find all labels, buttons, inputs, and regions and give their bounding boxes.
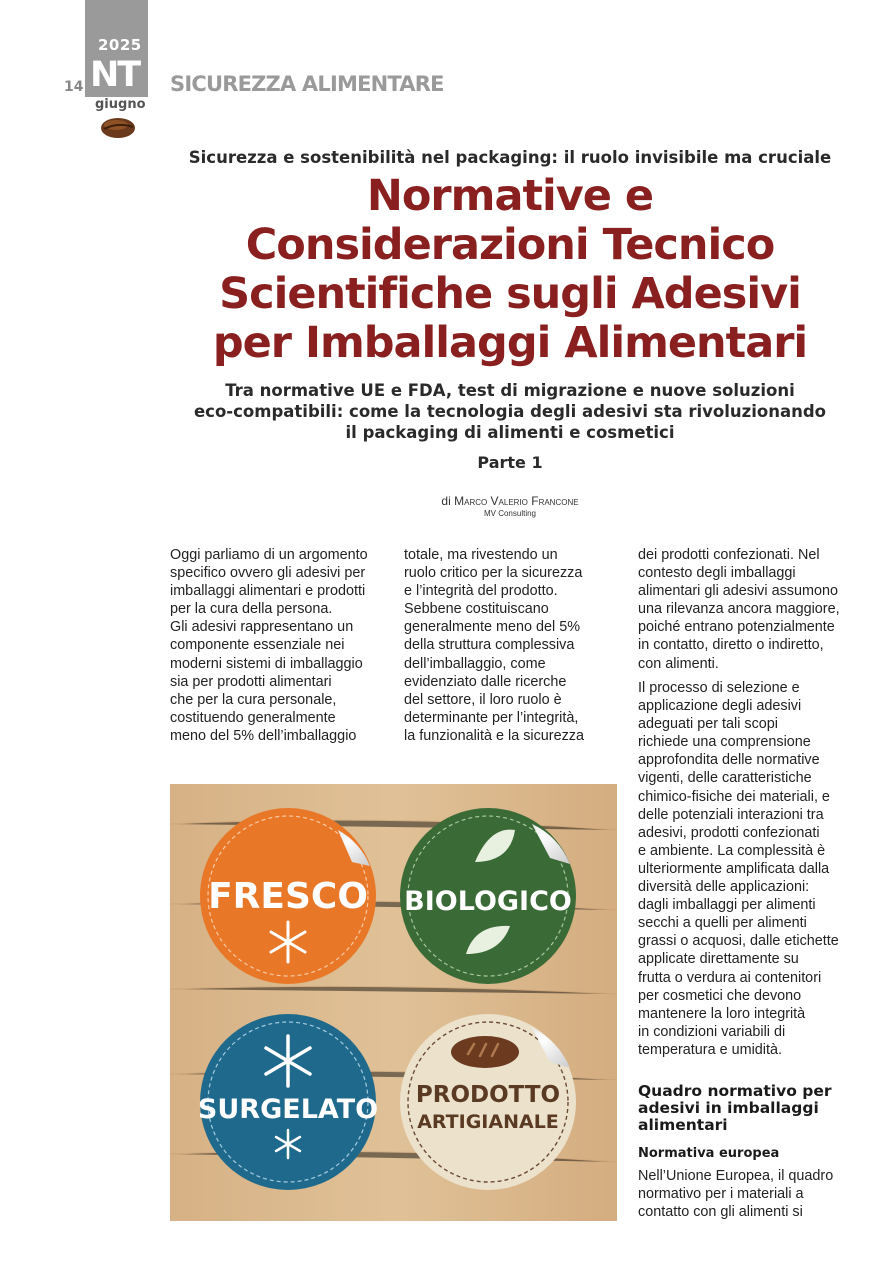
text-line: approfondita delle normative (638, 752, 820, 769)
text-line: Il processo di selezione e (638, 680, 800, 696)
byline (380, 494, 640, 508)
text-line: applicazione degli adesivi (638, 698, 802, 715)
text-line: che per la cura personale, (170, 691, 337, 708)
text-line: delle potenziali interazioni tra (638, 806, 824, 823)
article-kicker: Sicurezza e sostenibilità nel packaging: il ruolo invisibile ma cruciale (188, 148, 832, 167)
heading-line: adesivi in imballaggi (638, 1099, 819, 1117)
text-line: del settore, il loro ruolo è (404, 691, 562, 708)
title-line: Considerazioni Tecnico (245, 220, 775, 270)
text-line: la funzionalità e la sicurezza (404, 727, 584, 744)
text-line: Gli adesivi rappresentano un (170, 619, 354, 636)
author-name: Marco Valerio Francone (454, 494, 579, 508)
body-column-1 (170, 546, 385, 745)
sticker-fresco (200, 808, 376, 984)
author-affiliation: MV Consulting (483, 509, 537, 518)
text-line: imballaggi alimentari e prodotti (170, 583, 366, 600)
body-column-3-para-1 (638, 546, 858, 673)
text-line: dagli imballaggi per alimenti (638, 897, 816, 914)
text-line: meno del 5% dell’imballaggio (170, 727, 357, 744)
text-line: e ambiente. La complessità è (638, 842, 826, 859)
byline-prefix: di (441, 494, 451, 508)
text-line: in contatto, diretto o indiretto, (638, 637, 824, 654)
bread-icon (451, 1036, 519, 1068)
text-line: grassi o acquosi, dalle etichette (638, 933, 839, 950)
text-line: in condizioni variabili di (638, 1023, 786, 1040)
coffee-bean-icon (100, 114, 136, 140)
magazine-logo: NT (90, 55, 140, 95)
text-line: normativo per i materiali a (638, 1186, 804, 1203)
text-line: adesivi, prodotti confezionati (638, 824, 820, 841)
issue-month: giugno (95, 97, 146, 112)
label-prodotto: PRODOTTO (415, 1082, 561, 1108)
heading-line: Quadro normativo per (638, 1082, 832, 1100)
text-line: Sebbene costituiscano (404, 601, 549, 618)
label-artigianale: ARTIGIANALE (417, 1111, 559, 1133)
text-line: richiede una comprensione (638, 734, 811, 751)
text-line: adeguati per tali scopi (638, 716, 778, 733)
text-line: determinante per l’integrità, (404, 709, 579, 726)
text-line: frutta o verdura ai contenitori (638, 969, 822, 986)
text-line: contatto con gli alimenti si (638, 1204, 803, 1221)
text-line: specifico ovvero gli adesivi per (170, 565, 366, 582)
text-line: vigenti, delle caratteristiche (638, 770, 812, 787)
section-heading (638, 1083, 868, 1134)
text-line: e l’integrità del prodotto. (404, 583, 558, 600)
text-line: temperatura e umidità. (638, 1041, 782, 1058)
subtitle-line: eco-compatibili: come la tecnologia degli adesivi sta rivoluzionando (193, 402, 826, 421)
text-line: chimico-fisiche dei materiali, e (638, 788, 830, 805)
text-line: contesto degli imballaggi (638, 565, 796, 582)
text-line: evidenziato dalle ricerche (404, 673, 567, 690)
body-column-3-para-3 (638, 1167, 858, 1221)
article-title (150, 172, 870, 368)
section-title: SICUREZZA ALIMENTARE (170, 72, 444, 96)
text-line: dell’imballaggio, come (404, 655, 546, 672)
subtitle-line: Tra normative UE e FDA, test di migrazione e nuove soluzioni (225, 381, 795, 400)
text-line: diversità delle applicazioni: (638, 879, 810, 896)
sticker-artigianale (400, 1014, 576, 1190)
text-line: alimentari gli adesivi assumono (638, 583, 838, 600)
page-number: 14 (64, 79, 84, 95)
text-line: Nell’Unione Europea, il quadro (638, 1168, 834, 1184)
title-line: Scientifiche sugli Adesivi (219, 269, 801, 319)
text-line: secchi a quelli per alimenti (638, 915, 807, 932)
text-line: con alimenti. (638, 655, 719, 672)
text-line: della struttura complessiva (404, 637, 575, 654)
text-line: per la cura della persona. (170, 601, 333, 618)
body-column-3-para-2 (638, 679, 858, 1059)
text-line: generalmente meno del 5% (404, 619, 580, 636)
title-line: per Imballaggi Alimentari (212, 318, 808, 368)
issue-year: 2025 (98, 36, 142, 54)
subtitle-line: il packaging di alimenti e cosmetici (345, 423, 675, 442)
text-line: dei prodotti confezionati. Nel (638, 547, 820, 563)
text-line: Oggi parliamo di un argomento (170, 547, 368, 563)
sticker-biologico (400, 808, 576, 984)
text-line: applicate direttamente su (638, 951, 799, 968)
body-column-2 (404, 546, 619, 745)
food-labels-photo (170, 784, 617, 1221)
label-fresco: FRESCO (208, 876, 368, 917)
text-line: per cosmetici che devono (638, 987, 802, 1004)
text-line: mantenere la loro integrità (638, 1005, 806, 1022)
title-line: Normative e (366, 171, 654, 221)
heading-line: alimentari (638, 1116, 728, 1134)
text-line: una rilevanza ancora maggiore, (638, 601, 840, 618)
text-line: totale, ma rivestendo un (404, 547, 558, 563)
text-line: ulteriormente amplificata dalla (638, 860, 830, 877)
text-line: poiché entrano potenzialmente (638, 619, 835, 636)
text-line: moderni sistemi di imballaggio (170, 655, 363, 672)
article-part: Parte 1 (477, 453, 543, 472)
text-line: costituendo generalmente (170, 709, 336, 726)
text-line: componente essenziale nei (170, 637, 345, 654)
label-surgelato: SURGELATO (197, 1094, 379, 1125)
label-biologico: BIOLOGICO (404, 886, 572, 917)
text-line: ruolo critico per la sicurezza (404, 565, 583, 582)
subsection-heading: Normativa europea (638, 1146, 780, 1161)
text-line: sia per prodotti alimentari (170, 673, 332, 690)
article-subtitle (180, 380, 840, 443)
